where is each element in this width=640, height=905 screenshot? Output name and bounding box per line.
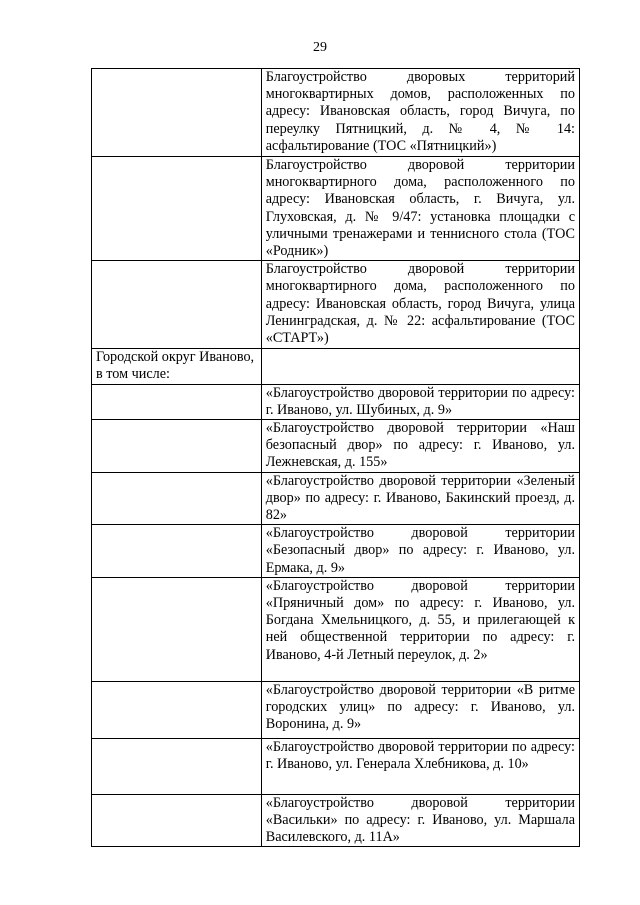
municipality-cell bbox=[92, 681, 262, 738]
municipality-cell bbox=[92, 384, 262, 419]
municipality-cell bbox=[92, 525, 262, 578]
project-description-cell: Благоустройство дворовой территории многоквартирного дома, расположенного по адресу: Ивановская область, г. Вичуга, ул. Глуховская, д. № 9/47: установка площадки с уличными тренажерами и теннисного стола (ТОС «Родник») bbox=[261, 157, 579, 261]
project-description-cell: «Благоустройство дворовой территории «Наш безопасный двор» по адресу: г. Иваново, ул. Лежневская, д. 155» bbox=[261, 420, 579, 473]
project-description-cell: «Благоустройство дворовой территории «Зеленый двор» по адресу: г. Иваново, Бакинский проезд, д. 82» bbox=[261, 472, 579, 525]
table-row bbox=[92, 525, 580, 578]
table-row bbox=[92, 349, 580, 384]
table-row bbox=[92, 794, 580, 847]
projects-table bbox=[91, 68, 580, 847]
municipality-cell bbox=[92, 738, 262, 794]
municipality-cell bbox=[92, 472, 262, 525]
project-description-cell: «Благоустройство дворовой территории «В ритме городских улиц» по адресу: г. Иваново, ул. Воронина, д. 9» bbox=[261, 681, 579, 738]
table-row bbox=[92, 738, 580, 794]
municipality-cell bbox=[92, 157, 262, 261]
municipality-cell bbox=[92, 577, 262, 681]
project-description-cell: «Благоустройство дворовой территории «Васильки» по адресу: г. Иваново, ул. Маршала Василевского, д. 11А» bbox=[261, 794, 579, 847]
project-description-cell: Благоустройство дворовых территорий многоквартирных домов, расположенных по адресу: Ивановская область, город Вичуга, по переулку Пятницкий, д. № 4, № 14: асфальтирование (ТОС «Пятницкий») bbox=[261, 69, 579, 157]
project-description-cell: «Благоустройство дворовой территории по адресу: г. Иваново, ул. Генерала Хлебникова, д. 10» bbox=[261, 738, 579, 794]
table-row bbox=[92, 420, 580, 473]
municipality-cell bbox=[92, 69, 262, 157]
project-description-cell: «Благоустройство дворовой территории «Безопасный двор» по адресу: г. Иваново, ул. Ермака, д. 9» bbox=[261, 525, 579, 578]
municipality-cell: Городской округ Иваново, в том числе: bbox=[92, 349, 262, 384]
table-row bbox=[92, 69, 580, 157]
table-row bbox=[92, 472, 580, 525]
project-description-cell bbox=[261, 349, 579, 384]
municipality-cell bbox=[92, 794, 262, 847]
table-row bbox=[92, 577, 580, 681]
page-number: 29 bbox=[313, 40, 327, 55]
project-description-cell: Благоустройство дворовой территории многоквартирного дома, расположенного по адресу: Ивановская область, город Вичуга, улица Ленинградская, д. № 22: асфальтирование (ТОС «СТАРТ») bbox=[261, 261, 579, 349]
municipality-cell bbox=[92, 420, 262, 473]
municipality-cell bbox=[92, 261, 262, 349]
table-row bbox=[92, 681, 580, 738]
project-description-cell: «Благоустройство дворовой территории «Пряничный дом» по адресу: г. Иваново, ул. Богдана Хмельницкого, д. 55, и прилегающей к ней общественной территории по адресу: г. Иваново, 4-й Летный переулок, д. 2» bbox=[261, 577, 579, 681]
table-row bbox=[92, 157, 580, 261]
table-row bbox=[92, 261, 580, 349]
project-description-cell: «Благоустройство дворовой территории по адресу: г. Иваново, ул. Шубиных, д. 9» bbox=[261, 384, 579, 419]
table-row bbox=[92, 384, 580, 419]
